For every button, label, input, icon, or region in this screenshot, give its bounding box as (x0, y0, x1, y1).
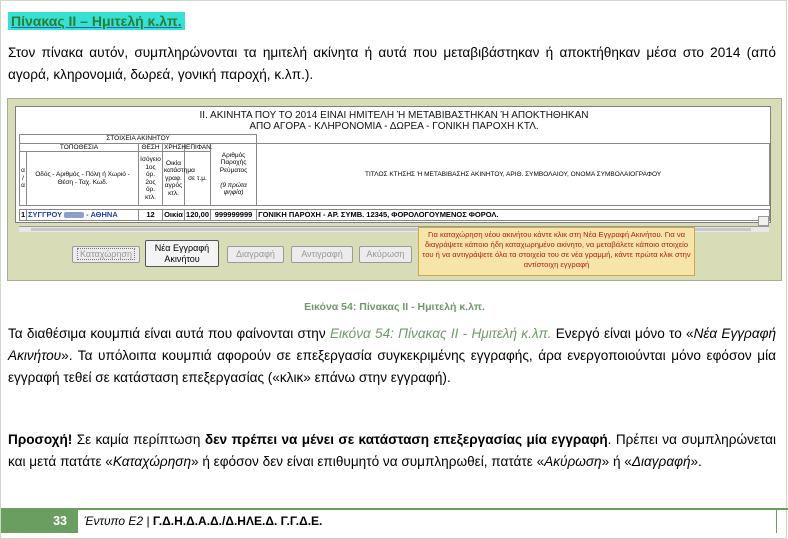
property-table (19, 134, 770, 221)
section-heading: Πίνακας ΙΙ – Ημιτελή κ.λπ. (8, 12, 185, 30)
warning-paragraph: Προσοχή! Σε καμία περίπτωση δεν πρέπει να μένει σε κατάσταση επεξεργασίας μία εγγραφή. Πρέπει να συμπληρώνεται και μετά πατάτε «Καταχώρηση» ή εφόσον δεν είναι επιθυμητό να συμπληρωθεί, πατάτε «Ακύρωση» ή «Διαγραφή». (8, 432, 776, 469)
figure-screenshot (7, 98, 782, 281)
figure-reference: Εικόνα 54: Πίνακας ΙΙ - Ημιτελή κ.λπ. (329, 326, 552, 341)
form-table-panel (15, 106, 771, 223)
header-sqm: σε τ.μ. (185, 152, 211, 206)
header-use: ΧΡΗΣΗ (164, 143, 187, 151)
footer-org: Γ.Δ.Η.Δ.Α.Δ./Δ.ΗΛΕ.Δ. Γ.Γ.Δ.Ε. (152, 514, 323, 528)
header-meter-note: (9 πρώτα ψηφία) (220, 181, 247, 197)
header-address: Οδός - Αριθμός - Πόλη ή Χωριό - Θέση - Ταχ. Κωδ. (27, 152, 139, 206)
redacted-number (64, 212, 84, 218)
row-title: ΓΟΝΙΚΗ ΠΑΡΟΧΗ - ΑΡ. ΣΥΜΒ. 12345, ΦΟΡΟΛΟΓΟΥΜΕΝΟΣ ΦΟΡΟΛ. (257, 210, 770, 221)
group-header-property-details: ΣΤΟΙΧΕΙΑ ΑΚΙΝΗΤΟΥ (20, 135, 257, 144)
page-number: 33 (1, 510, 78, 533)
header-aa: α / α (20, 152, 27, 206)
row-meter: 999999999 (211, 210, 257, 221)
header-area: ΕΠΙΦΑΝ. (186, 143, 213, 151)
row-use: Οικία (164, 210, 183, 220)
scroll-corner[interactable] (758, 216, 769, 226)
header-meter-label: Αριθμός Παροχής Ρεύματος (219, 151, 248, 174)
footer-right-rule (776, 510, 777, 533)
row-aa: 1 (21, 210, 26, 220)
header-position: ΘΕΣΗ (139, 143, 163, 152)
buttons-paragraph: Τα διαθέσιμα κουμπιά είναι αυτά που φαίνονται στην Εικόνα 54: Πίνακας ΙΙ - Ημιτελή κ.λπ. Ενεργό είναι μόνο το «Νέα Εγγραφή Ακινήτου». Τα υπόλοιπα κουμπιά αφορούν σε επεξεργασία συγκεκριμένης εγγραφής, άρα ενεργοποιούνται μόνο εφόσον μία εγγραφή τεθεί σε κατάσταση επεξεργασίας («κλικ» επάνω στην εγγραφή). (8, 326, 776, 385)
row-floor: 12 (139, 210, 163, 221)
instructions-note: Για καταχώρηση νέου ακινήτου κάντε κλικ στη Νέα Εγγραφή Ακινήτου. Για να διαγράψετε κάποιο ήδη καταχωρημένο ακίνητο, να μεταβάλετε κάποιο στοιχείο του ή να αντιγράψετε όλα τα στοιχεία του σε νέα γραμμή, κάντε πρώτα κλικ στην αντίστοιχη εγγραφή (418, 227, 695, 276)
footer-doc: Έντυπο Ε2 (84, 514, 144, 528)
form-title-line-1: ΙΙ. ΑΚΙΝΗΤΑ ΠΟΥ ΤΟ 2014 ΕΙΝΑΙ ΗΜΙΤΕΛΗ Ή ΜΕΤΑΒΙΒΑΣΤΗΚΑΝ Ή ΑΠΟΚΤΗΘΗΚΑΝ (199, 110, 589, 121)
figure-caption: Εικόνα 54: Πίνακας ΙΙ - Ημιτελή κ.λπ. (304, 301, 485, 313)
form-title-line-2: ΑΠΟ ΑΓΟΡΑ - ΚΛΗΡΟΝΟΜΙΑ - ΔΩΡΕΑ - ΓΟΝΙΚΗ ΠΑΡΟΧΗ ΚΤΛ. (249, 121, 539, 132)
row-sqm: 120,00 (186, 210, 209, 220)
header-title-of-acquisition: ΤΙΤΛΟΣ ΚΤΗΣΗΣ Ή ΜΕΤΑΒΙΒΑΣΗΣ ΑΚΙΝΗΤΟΥ, ΑΡΙΘ. ΣΥΜΒΟΛΑΙΟΥ, ΟΝΟΜΑ ΣΥΜΒΟΛΑΙΟΓΡΑΦΟΥ (257, 143, 770, 206)
register-button[interactable]: Καταχώρηση (72, 246, 140, 263)
new-property-button[interactable]: Νέα Εγγραφή Ακινήτου (145, 240, 219, 267)
footer-text: Έντυπο Ε2 | Γ.Δ.Η.Δ.Α.Δ./Δ.ΗΛΕ.Δ. Γ.Γ.Δ.Ε. (84, 514, 323, 528)
cancel-button[interactable]: Ακύρωση (359, 246, 412, 263)
table-row[interactable] (20, 210, 770, 221)
header-meter (211, 143, 257, 206)
form-table-title (16, 110, 772, 132)
copy-button[interactable]: Αντιγραφή (291, 246, 353, 263)
intro-paragraph: Στον πίνακα αυτόν, συμπληρώνονται τα ημιτελή ακίνητα ή αυτά που μεταβιβάστηκαν ή αποκτήθηκαν μέσα στο 2014 (από αγορά, κληρονομιά, δωρεά, γονική παροχή, κ.λπ.). (8, 45, 776, 82)
header-floor: Ισόγειο 1ος όρ. 2ος όρ. κτλ. (139, 152, 163, 206)
warning-label: Προσοχή! (8, 432, 73, 447)
header-location: ΤΟΠΟΘΕΣΙΑ (20, 143, 139, 152)
header-use-type: Οικία κατάστημα γραφ. αγρός κτλ. (163, 152, 185, 206)
row-address: ΣΥΓΓΡΟΥ - ΑΘΗΝΑ (27, 210, 139, 221)
delete-button[interactable]: Διαγραφή (227, 246, 284, 263)
